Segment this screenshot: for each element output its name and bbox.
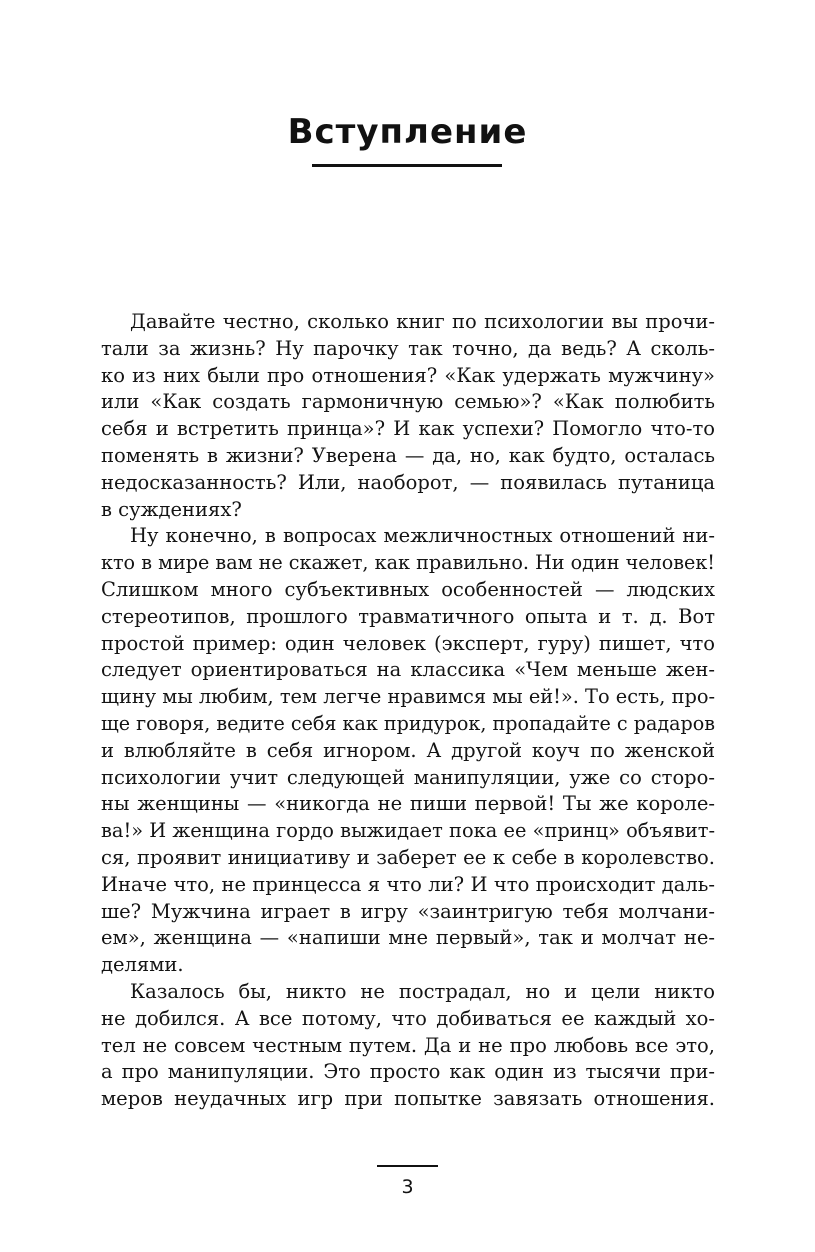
text-line: Казалось бы, никто не пострадал, но и цели никто [130,979,715,1003]
text-line: тали за жизнь? Ну парочку так точно, да ведь? А сколь- [101,336,715,360]
text-line: ны женщины — «никогда не пиши первой! Ты же короле- [101,792,715,816]
text-line: стереотипов, прошлого травматичного опыта и т. д. Вот [101,604,715,628]
text-line: а про манипуляции. Это просто как один из тысячи при- [101,1060,715,1084]
text-line: в суждениях? [101,497,242,521]
text-line: щину мы любим, тем легче нравимся мы ей!». То есть, про- [101,685,715,709]
text-line: ся, проявит инициативу и заберет ее к себе в королевство. [101,845,715,869]
text-line: недосказанность? Или, наоборот, — появилась путаница [101,470,715,494]
text-line: не добился. А все потому, что добиваться ее каждый хо- [101,1006,715,1030]
text-line: психологии учит следующей манипуляции, уже со сторо- [101,765,715,789]
text-line: делями. [101,953,184,977]
text-line: ше? Мужчина играет в игру «заинтригую тебя молчани- [101,899,715,923]
text-line: или «Как создать гармоничную семью»? «Как полюбить [101,390,715,414]
paragraph-2 [101,523,715,979]
footer-rule [377,1165,438,1167]
text-line: ем», женщина — «напиши мне первый», так и молчат не- [101,926,715,950]
chapter-title: Вступление [287,112,528,152]
text-line: ва!» И женщина гордо выжидает пока ее «принц» объявит- [101,819,715,843]
text-line: следует ориентироваться на классика «Чем меньше жен- [101,658,715,682]
text-body [101,309,715,1113]
text-line: поменять в жизни? Уверена — да, но, как будто, осталась [101,443,715,467]
text-line: кто в мире вам не скажет, как правильно. Ни один человек! [101,551,715,575]
paragraph-1 [101,309,715,523]
title-underline [312,164,502,167]
text-line: Слишком много субъективных особенностей — людских [101,577,715,601]
text-line: простой пример: один человек (эксперт, гуру) пишет, что [101,631,715,655]
text-line: себя и встретить принца»? И как успехи? Помогло что-то [101,417,715,441]
text-line: ко из них были про отношения? «Как удержать мужчину» [101,363,715,387]
text-line: Иначе что, не принцесса я что ли? И что происходит даль- [101,872,715,896]
text-line: меров неудачных игр при попытке завязать отношения. [101,1087,715,1111]
page-number: 3 [401,1176,414,1198]
text-line: Давайте честно, сколько книг по психологии вы прочи- [130,310,715,333]
text-line: Ну конечно, в вопросах межличностных отношений ни- [130,524,715,548]
paragraph-3 [101,979,715,1113]
text-line: тел не совсем честным путем. Да и не про любовь все это, [101,1033,715,1057]
text-line: ще говоря, ведите себя как придурок, пропадайте с радаров [101,711,715,735]
text-line: и влюбляйте в себя игнором. А другой коуч по женской [101,738,715,762]
